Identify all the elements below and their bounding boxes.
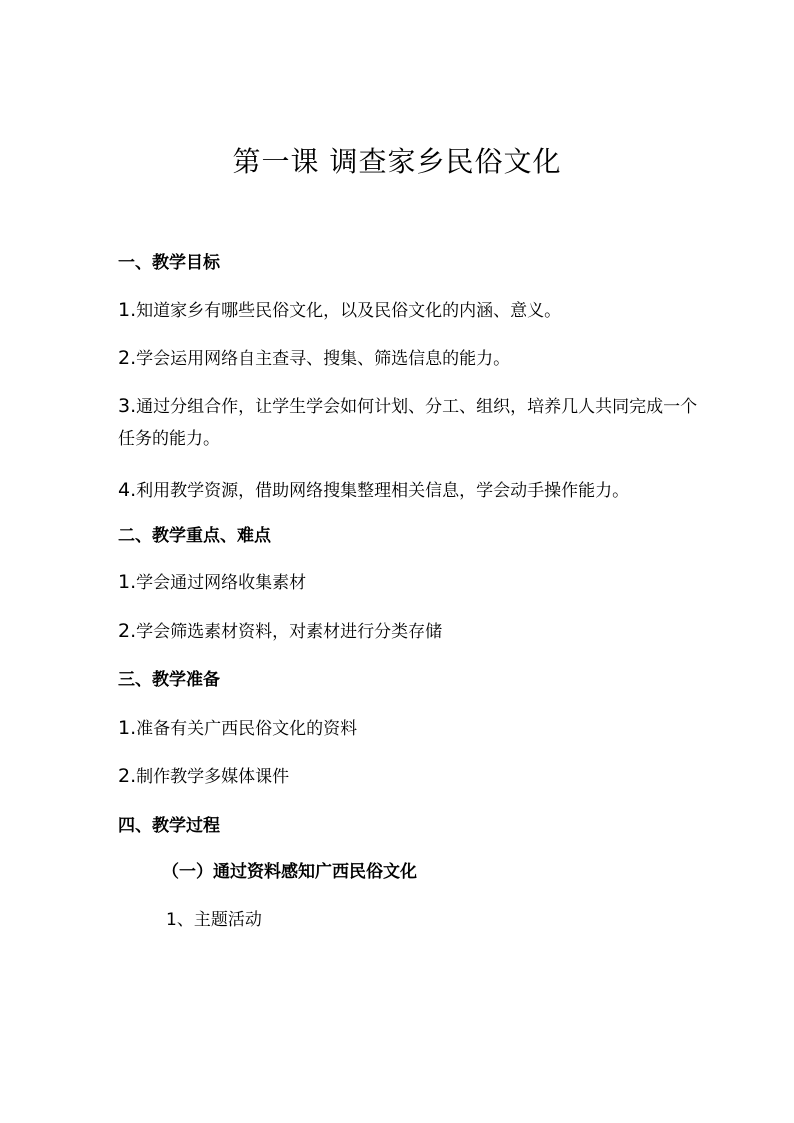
item-number: 1. bbox=[118, 717, 137, 739]
section-heading-process: 四、教学过程 bbox=[118, 816, 220, 836]
item-text: 学会通过网络收集素材 bbox=[136, 573, 307, 593]
objective-item-2 bbox=[118, 342, 698, 375]
preparation-item-1 bbox=[118, 712, 698, 745]
item-number: 2. bbox=[118, 620, 137, 642]
item-text: 知道家乡有哪些民俗文化，以及民俗文化的内涵、意义。 bbox=[136, 301, 562, 321]
objective-item-1 bbox=[118, 294, 698, 327]
item-number: 2. bbox=[118, 347, 137, 369]
item-text: 制作教学多媒体课件 bbox=[136, 767, 290, 787]
key-point-item-2 bbox=[118, 615, 698, 648]
item-text: 准备有关广西民俗文化的资料 bbox=[136, 719, 358, 739]
section-heading-preparation: 三、教学准备 bbox=[118, 670, 220, 690]
item-text: 利用教学资源，借助网络搜集整理相关信息，学会动手操作能力。 bbox=[136, 481, 630, 501]
item-number: 3. bbox=[118, 395, 137, 417]
document-title: 第一课 调查家乡民俗文化 bbox=[232, 145, 562, 178]
item-number: 4. bbox=[118, 479, 137, 501]
process-subheading: （一）通过资料感知广西民俗文化 bbox=[162, 862, 417, 882]
section-heading-key-points: 二、教学重点、难点 bbox=[118, 526, 271, 546]
key-point-item-1 bbox=[118, 566, 698, 599]
section-heading-objectives: 一、教学目标 bbox=[118, 253, 220, 273]
item-number: 2. bbox=[118, 765, 137, 787]
preparation-item-2 bbox=[118, 760, 698, 793]
objective-item-3 bbox=[118, 390, 698, 455]
item-text: 通过分组合作，让学生学会如何计划、分工、组织，培养几人共同完成一个任务的能力。 bbox=[118, 397, 698, 449]
objective-item-4 bbox=[118, 474, 698, 507]
process-subitem: 1、主题活动 bbox=[166, 910, 262, 930]
item-text: 学会筛选素材资料，对素材进行分类存储 bbox=[136, 622, 443, 642]
item-number: 1. bbox=[118, 571, 137, 593]
item-number: 1. bbox=[118, 299, 137, 321]
item-text: 学会运用网络自主查寻、搜集、筛选信息的能力。 bbox=[136, 349, 511, 369]
